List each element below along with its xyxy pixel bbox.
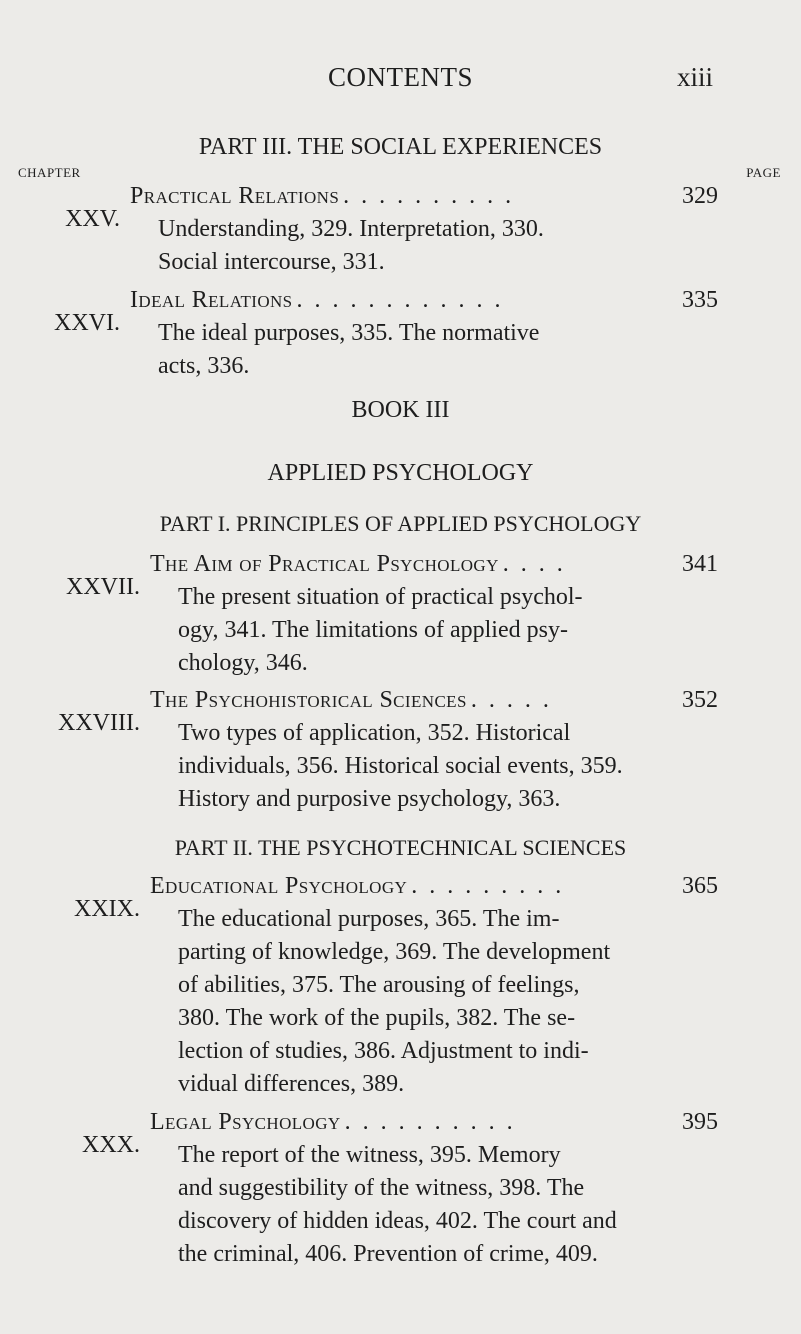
chapter-summary-line: individuals, 356. Historical social events, 359. (178, 753, 623, 779)
chapter-summary-line: History and purposive psychology, 363. (178, 786, 561, 812)
chapter-number: XXVIII. (58, 710, 140, 736)
chapter-title[interactable]: The Aim of Practical Psychology (150, 551, 499, 577)
toc-entry (74, 870, 718, 1101)
part-heading: PART I. PRINCIPLES OF APPLIED PSYCHOLOGY (159, 511, 642, 536)
chapter-summary-line: acts, 336. (158, 353, 250, 379)
book-title: BOOK III (351, 397, 450, 423)
chapter-summary-line: The ideal purposes, 335. The normative (158, 320, 540, 346)
chapter-summary-line: discovery of hidden ideas, 402. The court and (178, 1208, 617, 1234)
chapter-page[interactable]: 395 (682, 1109, 718, 1135)
leader-dots: . . . . . . . . . . (343, 183, 515, 209)
page-column-label: PAGE (746, 165, 781, 180)
chapter-title[interactable]: The Psychohistorical Sciences (150, 687, 467, 713)
leader-dots: . . . . . . . . . . . . (296, 287, 504, 313)
chapter-summary-line: The present situation of practical psychol- (178, 584, 583, 610)
chapter-title[interactable]: Ideal Relations (130, 287, 293, 313)
chapter-page[interactable]: 341 (682, 551, 718, 577)
toc-entry (66, 548, 718, 680)
leader-dots: . . . . (502, 551, 566, 577)
toc-entry (82, 1106, 718, 1271)
toc-entry (58, 684, 718, 816)
running-title: CONTENTS (328, 62, 473, 92)
chapter-summary-line: 380. The work of the pupils, 382. The se- (178, 1005, 576, 1031)
chapter-page[interactable]: 352 (682, 687, 718, 713)
part-heading: PART III. THE SOCIAL EXPERIENCES (198, 134, 603, 160)
chapter-page[interactable]: 329 (682, 183, 718, 209)
chapter-summary-line: The educational purposes, 365. The im- (178, 906, 560, 932)
chapter-number: XXIX. (74, 896, 140, 922)
chapter-summary-line: lection of studies, 386. Adjustment to indi- (178, 1038, 589, 1064)
book-subtitle: APPLIED PSYCHOLOGY (267, 460, 534, 486)
chapter-title[interactable]: Practical Relations (130, 183, 340, 209)
chapter-summary-line: and suggestibility of the witness, 398. The (178, 1175, 585, 1201)
chapter-page[interactable]: 335 (682, 287, 718, 313)
page-number: xiii (676, 62, 713, 92)
leader-dots: . . . . . . . . . (411, 873, 565, 899)
chapter-number: XXVII. (66, 574, 140, 600)
chapter-summary-line: vidual differences, 389. (178, 1071, 405, 1097)
toc-entry (54, 284, 718, 383)
leader-dots: . . . . . . . . . . (344, 1109, 516, 1135)
chapter-summary-line: of abilities, 375. The arousing of feelings, (178, 972, 580, 998)
chapter-summary-line: chology, 346. (178, 650, 308, 676)
chapter-summary-line: ogy, 341. The limitations of applied psy- (178, 617, 568, 643)
chapter-title[interactable]: Legal Psychology (150, 1109, 341, 1135)
chapter-summary-line: Understanding, 329. Interpretation, 330. (158, 216, 544, 242)
toc-entry (65, 180, 718, 279)
chapter-summary-line: parting of knowledge, 369. The development (178, 939, 611, 965)
chapter-title[interactable]: Educational Psychology (150, 873, 408, 899)
chapter-number: XXVI. (54, 310, 120, 336)
chapter-summary-line: Social intercourse, 331. (158, 249, 385, 275)
chapter-summary-line: The report of the witness, 395. Memory (178, 1142, 561, 1168)
chapter-column-label: CHAPTER (18, 165, 81, 180)
chapter-number: XXV. (65, 206, 120, 232)
chapter-page[interactable]: 365 (682, 873, 718, 899)
chapter-summary-line: Two types of application, 352. Historical (178, 720, 571, 746)
chapter-summary-line: the criminal, 406. Prevention of crime, 409. (178, 1241, 598, 1267)
chapter-number: XXX. (82, 1132, 140, 1158)
leader-dots: . . . . . (470, 687, 552, 713)
part-heading: PART II. THE PSYCHOTECHNICAL SCIENCES (174, 835, 627, 860)
